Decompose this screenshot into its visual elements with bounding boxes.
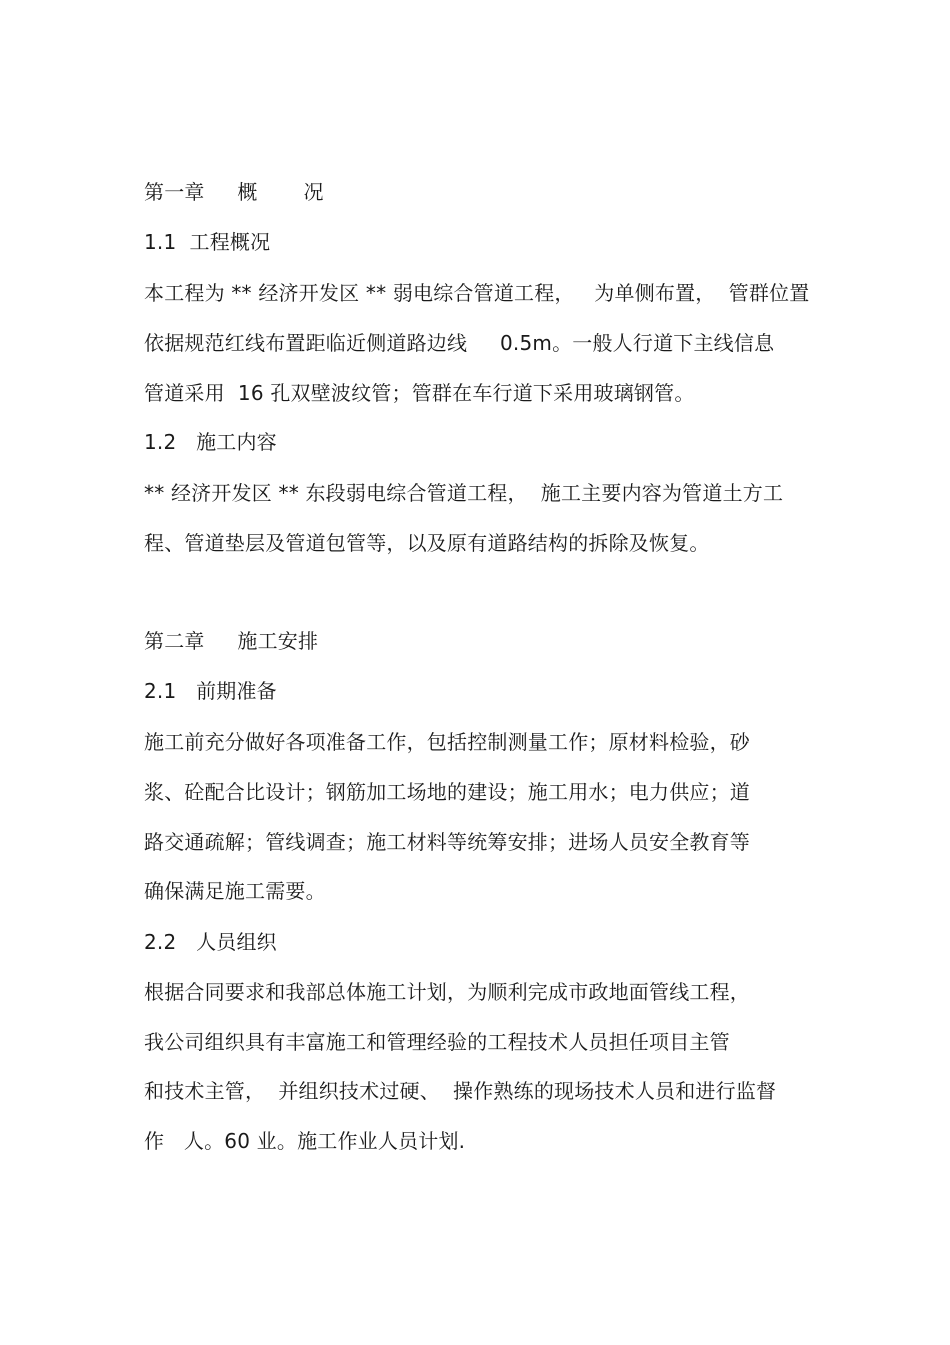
section-1-1-line-2: 依据规范红线布置距临近侧道路边线 0.5m。一般人行道下主线信息 bbox=[144, 331, 775, 355]
chapter-1-title: 第一章 概 况 bbox=[144, 180, 324, 204]
chapter-2-title: 第二章 施工安排 bbox=[144, 629, 319, 653]
section-2-2-line-1: 根据合同要求和我部总体施工计划，为顺利完成市政地面管线工程， bbox=[144, 980, 750, 1004]
section-2-2-line-3: 和技术主管， 并组织技术过硬、 操作熟练的现场技术人员和进行监督 bbox=[144, 1079, 777, 1103]
section-1-1-line-3: 管道采用 16 孔双壁波纹管；管群在车行道下采用玻璃钢管。 bbox=[144, 381, 695, 405]
section-2-2-heading: 2.2 人员组织 bbox=[144, 930, 277, 954]
section-2-1-line-4: 确保满足施工需要。 bbox=[144, 879, 326, 903]
section-2-2-line-2: 我公司组织具有丰富施工和管理经验的工程技术人员担任项目主管 bbox=[144, 1030, 730, 1054]
section-2-2-line-4: 作 人。60 业。施工作业人员计划. bbox=[144, 1129, 466, 1153]
section-1-2-line-1: ** 经济开发区 ** 东段弱电综合管道工程， 施工主要内容为管道土方工 bbox=[144, 481, 784, 505]
section-2-1-line-3: 路交通疏解；管线调查；施工材料等统筹安排；进场人员安全教育等 bbox=[144, 830, 750, 854]
section-2-1-heading: 2.1 前期准备 bbox=[144, 679, 277, 703]
section-1-1-line-1: 本工程为 ** 经济开发区 ** 弱电综合管道工程， 为单侧布置， 管群位置 bbox=[144, 281, 810, 305]
section-1-1-heading: 1.1 工程概况 bbox=[144, 230, 271, 254]
section-2-1-line-2: 浆、砼配合比设计；钢筋加工场地的建设；施工用水；电力供应；道 bbox=[144, 780, 750, 804]
section-1-2-heading: 1.2 施工内容 bbox=[144, 430, 277, 454]
section-2-1-line-1: 施工前充分做好各项准备工作，包括控制测量工作；原材料检验，砂 bbox=[144, 730, 750, 754]
section-1-2-line-2: 程、管道垫层及管道包管等，以及原有道路结构的拆除及恢复。 bbox=[144, 531, 710, 555]
